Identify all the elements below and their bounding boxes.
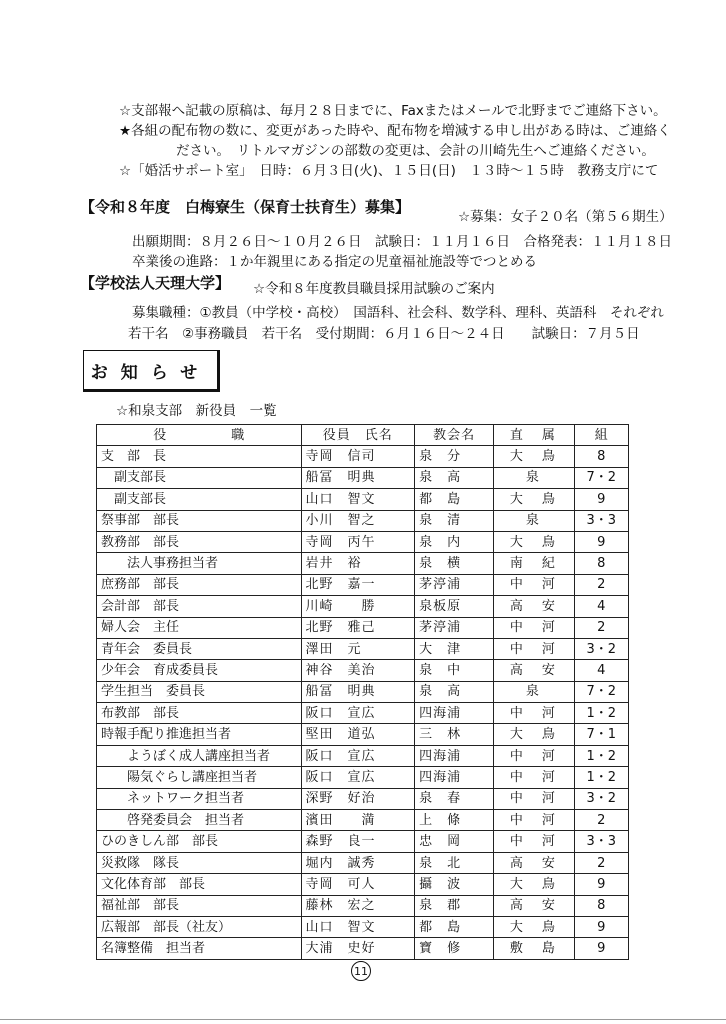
- table-title: ☆和泉支部 新役員 一覧: [116, 403, 277, 419]
- cell-position: 啓発委員会 担当者: [97, 810, 302, 831]
- cell-group: 1・2: [574, 703, 628, 724]
- cell-church: 大 津: [415, 638, 494, 659]
- hakubairyo-schedule: 出願期間：８月２６日～１０月２６日 試験日：１１月１６日 合格発表：１１月１８日: [132, 234, 672, 250]
- table-row: [97, 874, 629, 895]
- cell-name: 北野 雅己: [301, 617, 415, 638]
- cell-position: 文化体育部 部長: [97, 874, 302, 895]
- cell-group: 3・3: [574, 831, 628, 852]
- table-row: [97, 788, 629, 809]
- cell-group: 9: [574, 938, 628, 959]
- cell-church: 都 島: [415, 916, 494, 937]
- cell-group: 8: [574, 446, 628, 467]
- cell-name: 大浦 史好: [301, 938, 415, 959]
- table-row: [97, 852, 629, 873]
- table-row: [97, 574, 629, 595]
- cell-name: 山口 智文: [301, 916, 415, 937]
- cell-direct: 高 安: [494, 895, 575, 916]
- cell-direct: 中 河: [494, 831, 575, 852]
- cell-direct: 大 鳥: [494, 489, 575, 510]
- cell-name: 深野 好治: [301, 788, 415, 809]
- cell-group: 9: [574, 874, 628, 895]
- cell-direct: 大 鳥: [494, 874, 575, 895]
- cell-position: 福祉部 部長: [97, 895, 302, 916]
- notice-distribution: ★各組の配布物の数に、変更があった時や、配布物を増減する申し出がある時は、ご連絡く: [119, 123, 671, 139]
- cell-direct: 大 鳥: [494, 531, 575, 552]
- table-row: [97, 489, 629, 510]
- cell-group: 9: [574, 916, 628, 937]
- cell-church: 泉 高: [415, 467, 494, 488]
- cell-position: 副支部長: [97, 489, 302, 510]
- cell-position: ようぼく成人講座担当者: [97, 745, 302, 766]
- cell-name: 阪口 宣広: [301, 767, 415, 788]
- cell-direct: 敷 島: [494, 938, 575, 959]
- cell-direct: 大 鳥: [494, 446, 575, 467]
- table-row: [97, 553, 629, 574]
- table-row: [97, 810, 629, 831]
- cell-group: 2: [574, 852, 628, 873]
- cell-church: 泉 中: [415, 660, 494, 681]
- oshirase-box: お知らせ: [83, 350, 220, 392]
- cell-group: 2: [574, 574, 628, 595]
- bottom-rule: [0, 1019, 726, 1020]
- table-row: [97, 831, 629, 852]
- cell-direct: 中 河: [494, 703, 575, 724]
- page-number: 11: [351, 961, 371, 981]
- cell-church: 泉 分: [415, 446, 494, 467]
- cell-church: 茅渟浦: [415, 574, 494, 595]
- table-row: [97, 638, 629, 659]
- cell-position: 祭事部 部長: [97, 510, 302, 531]
- cell-position: 法人事務担当者: [97, 553, 302, 574]
- cell-church: 四海浦: [415, 703, 494, 724]
- cell-position: ネットワーク担当者: [97, 788, 302, 809]
- cell-group: 3・2: [574, 788, 628, 809]
- cell-name: 阪口 宣広: [301, 703, 415, 724]
- cell-position: 布教部 部長: [97, 703, 302, 724]
- cell-name: 堅田 道弘: [301, 724, 415, 745]
- cell-position: 名簿整備 担当者: [97, 938, 302, 959]
- cell-position: 副支部長: [97, 467, 302, 488]
- cell-position: ひのきしん部 部長: [97, 831, 302, 852]
- cell-direct: 泉: [494, 681, 575, 702]
- tenri-recruit-line2: 若干名 ②事務職員 若干名 受付期間：６月１６日～２４日 試験日：７月５日: [128, 326, 640, 342]
- table-row: [97, 446, 629, 467]
- cell-position: 時報手配り推進担当者: [97, 724, 302, 745]
- cell-group: 9: [574, 531, 628, 552]
- cell-name: 寺岡 信司: [301, 446, 415, 467]
- cell-name: 堀内 誠秀: [301, 852, 415, 873]
- cell-position: 学生担当 委員長: [97, 681, 302, 702]
- header-direct: 直 属: [494, 425, 575, 446]
- cell-direct: 中 河: [494, 638, 575, 659]
- cell-group: 8: [574, 895, 628, 916]
- header-name: 役員 氏名: [301, 425, 415, 446]
- hakubairyo-heading: 【令和８年度 白梅寮生（保育士扶育生）募集】: [80, 198, 411, 216]
- cell-church: 泉 郡: [415, 895, 494, 916]
- cell-position: 災救隊 隊長: [97, 852, 302, 873]
- cell-church: 忠 岡: [415, 831, 494, 852]
- table-row: [97, 660, 629, 681]
- cell-position: 青年会 委員長: [97, 638, 302, 659]
- cell-group: 1・2: [574, 767, 628, 788]
- table-row: [97, 895, 629, 916]
- table-row: [97, 724, 629, 745]
- tenri-subtitle: ☆令和８年度教員職員採用試験のご案内: [253, 281, 495, 297]
- table-row: [97, 938, 629, 959]
- cell-direct: 中 河: [494, 767, 575, 788]
- header-position: 役 職: [97, 425, 302, 446]
- cell-church: 上 條: [415, 810, 494, 831]
- table-row: [97, 681, 629, 702]
- cell-direct: 大 鳥: [494, 724, 575, 745]
- cell-group: 7・2: [574, 681, 628, 702]
- cell-position: 会計部 部長: [97, 596, 302, 617]
- cell-direct: 中 河: [494, 810, 575, 831]
- officer-table: [96, 424, 629, 960]
- table-row: [97, 617, 629, 638]
- table-row: [97, 596, 629, 617]
- cell-group: 3・3: [574, 510, 628, 531]
- cell-direct: 高 安: [494, 596, 575, 617]
- header-church: 教会名: [415, 425, 494, 446]
- cell-group: 1・2: [574, 745, 628, 766]
- cell-name: 寺岡 可人: [301, 874, 415, 895]
- tenri-heading: 【学校法人天理大学】: [80, 274, 231, 292]
- cell-direct: 大 鳥: [494, 916, 575, 937]
- table-row: [97, 767, 629, 788]
- cell-name: 澤田 元: [301, 638, 415, 659]
- cell-name: 岩井 裕: [301, 553, 415, 574]
- cell-group: 7・1: [574, 724, 628, 745]
- cell-church: 泉 内: [415, 531, 494, 552]
- cell-position: 教務部 部長: [97, 531, 302, 552]
- notice-supporter: ☆支部報へ記載の原稿は、毎月２８日までに、Faxまたはメールで北野までご連絡下さい。: [119, 103, 667, 119]
- cell-position: 広報部 部長（社友）: [97, 916, 302, 937]
- cell-name: 川崎 勝: [301, 596, 415, 617]
- cell-group: 4: [574, 596, 628, 617]
- cell-direct: 南 紀: [494, 553, 575, 574]
- cell-position: 少年会 育成委員長: [97, 660, 302, 681]
- cell-church: 泉 春: [415, 788, 494, 809]
- cell-direct: 高 安: [494, 852, 575, 873]
- cell-name: 北野 嘉一: [301, 574, 415, 595]
- cell-direct: 高 安: [494, 660, 575, 681]
- cell-church: 都 島: [415, 489, 494, 510]
- cell-name: 船冨 明典: [301, 467, 415, 488]
- cell-position: 庶務部 部長: [97, 574, 302, 595]
- cell-direct: 中 河: [494, 574, 575, 595]
- table-row: [97, 745, 629, 766]
- cell-church: 三 林: [415, 724, 494, 745]
- table-row: [97, 467, 629, 488]
- cell-direct: 中 河: [494, 745, 575, 766]
- header-group: 組: [574, 425, 628, 446]
- table-row: [97, 703, 629, 724]
- table-header-row: [97, 425, 629, 446]
- notice-konkatsu: ☆「婚活サポート室」 日時：６月３日(火)、１５日(日) １３時～１５時 教務支庁にて: [119, 163, 659, 179]
- hakubairyo-recruit: ☆募集：女子２０名（第５６期生）: [458, 209, 673, 225]
- cell-name: 船冨 明典: [301, 681, 415, 702]
- cell-name: 神谷 美治: [301, 660, 415, 681]
- cell-group: 2: [574, 617, 628, 638]
- cell-church: 泉 横: [415, 553, 494, 574]
- cell-church: 泉 清: [415, 510, 494, 531]
- cell-church: 泉 高: [415, 681, 494, 702]
- cell-name: 寺岡 丙午: [301, 531, 415, 552]
- cell-name: 阪口 宣広: [301, 745, 415, 766]
- cell-group: 4: [574, 660, 628, 681]
- hakubairyo-career: 卒業後の進路：１か年親里にある指定の児童福祉施設等でつとめる: [132, 254, 537, 270]
- cell-direct: 泉: [494, 467, 575, 488]
- cell-church: 四海浦: [415, 745, 494, 766]
- table-row: [97, 531, 629, 552]
- cell-name: 森野 良一: [301, 831, 415, 852]
- cell-name: 小川 智之: [301, 510, 415, 531]
- cell-church: 攝 波: [415, 874, 494, 895]
- cell-direct: 中 河: [494, 617, 575, 638]
- cell-group: 3・2: [574, 638, 628, 659]
- cell-church: 茅渟浦: [415, 617, 494, 638]
- table-row: [97, 916, 629, 937]
- cell-group: 2: [574, 810, 628, 831]
- cell-position: 陽気ぐらし講座担当者: [97, 767, 302, 788]
- cell-direct: 中 河: [494, 788, 575, 809]
- notice-distribution-cont: ださい。 リトルマガジンの部数の変更は、会計の川崎先生へご連絡ください。: [176, 143, 655, 159]
- cell-name: 藤林 宏之: [301, 895, 415, 916]
- cell-position: 婦人会 主任: [97, 617, 302, 638]
- cell-name: 山口 智文: [301, 489, 415, 510]
- cell-group: 7・2: [574, 467, 628, 488]
- cell-name: 濱田 満: [301, 810, 415, 831]
- cell-church: 泉 北: [415, 852, 494, 873]
- tenri-recruit-line1: 募集職種：①教員（中学校・高校） 国語科、社会科、数学科、理科、英語科 それぞれ: [132, 305, 664, 321]
- cell-group: 9: [574, 489, 628, 510]
- cell-church: 四海浦: [415, 767, 494, 788]
- table-row: [97, 510, 629, 531]
- cell-church: 寶 修: [415, 938, 494, 959]
- cell-direct: 泉: [494, 510, 575, 531]
- cell-position: 支 部 長: [97, 446, 302, 467]
- cell-church: 泉板原: [415, 596, 494, 617]
- cell-group: 8: [574, 553, 628, 574]
